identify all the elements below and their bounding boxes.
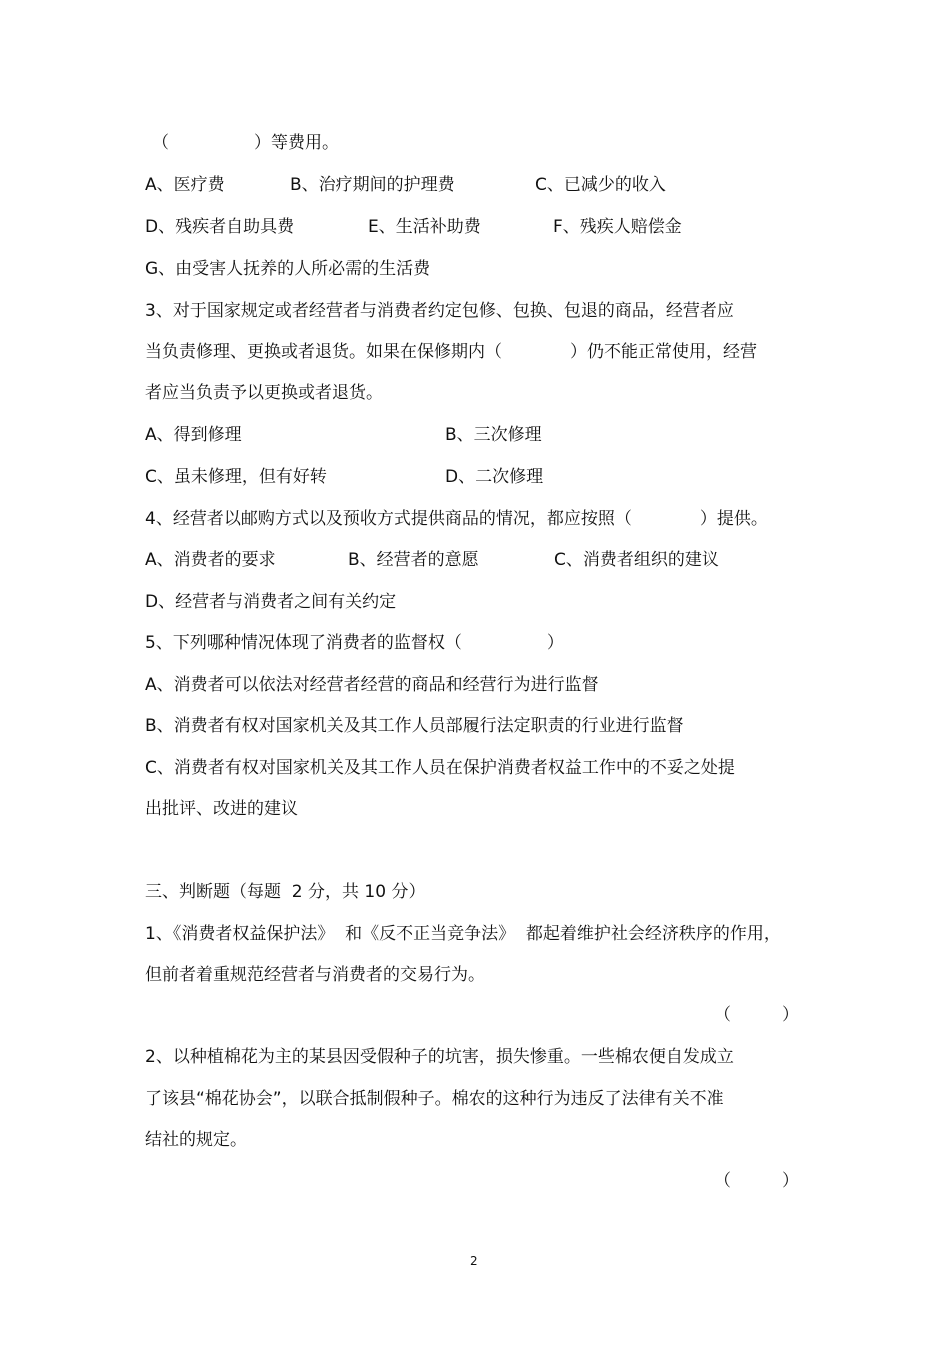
q5-option-c-line1: C、消费者有权对国家机关及其工作人员在保护消费者权益工作中的不妥之处提 — [145, 758, 735, 778]
q2-blank-line: （ ）等费用。 — [152, 133, 339, 153]
q3-option-b: B、三次修理 — [445, 425, 542, 445]
judge2-line1: 2、以种植棉花为主的某县因受假种子的坑害，损失惨重。一些棉农便自发成立 — [145, 1047, 734, 1067]
q2-option-d: D、残疾者自助具费 — [145, 217, 295, 237]
q5-option-c-line2: 出批评、改进的建议 — [145, 799, 298, 819]
judge2-line2: 了该县“棉花协会”，以联合抵制假种子。棉农的这种行为违反了法律有关不准 — [145, 1089, 724, 1109]
q2-option-c: C、已减少的收入 — [535, 175, 666, 195]
q2-option-g: G、由受害人抚养的人所必需的生活费 — [145, 259, 431, 279]
judge1-answer-paren: （ ） — [714, 1005, 799, 1025]
q3-text-line2: 当负责修理、更换或者退货。如果在保修期内（ ）仍不能正常使用，经营 — [145, 342, 757, 362]
q2-option-e: E、生活补助费 — [368, 217, 481, 237]
q4-option-a: A、消费者的要求 — [145, 550, 276, 570]
q4-option-b: B、经营者的意愿 — [348, 550, 479, 570]
judge1-line1: 1、《消费者权益保护法》 和《反不正当竞争法》 都起着维护社会经济秩序的作用， — [145, 924, 781, 944]
section3-heading: 三、判断题（每题 2 分，共 10 分） — [145, 882, 426, 902]
judge2-line3: 结社的规定。 — [145, 1130, 247, 1150]
q3-text-line1: 3、对于国家规定或者经营者与消费者约定包修、包换、包退的商品，经营者应 — [145, 301, 734, 321]
q3-option-a: A、得到修理 — [145, 425, 242, 445]
q2-option-b: B、治疗期间的护理费 — [290, 175, 455, 195]
judge2-answer-paren: （ ） — [714, 1171, 799, 1191]
q3-option-c: C、虽未修理，但有好转 — [145, 467, 327, 487]
q5-option-b: B、消费者有权对国家机关及其工作人员部履行法定职责的行业进行监督 — [145, 716, 684, 736]
judge1-line2: 但前者着重规范经营者与消费者的交易行为。 — [145, 965, 485, 985]
q3-text-line3: 者应当负责予以更换或者退货。 — [145, 383, 383, 403]
q4-option-c: C、消费者组织的建议 — [554, 550, 719, 570]
q4-text-line1: 4、经营者以邮购方式以及预收方式提供商品的情况，都应按照（ ）提供。 — [145, 509, 768, 529]
q3-option-d: D、二次修理 — [445, 467, 544, 487]
q5-option-a: A、消费者可以依法对经营者经营的商品和经营行为进行监督 — [145, 675, 599, 695]
q2-option-f: F、残疾人赔偿金 — [553, 217, 682, 237]
q4-option-d: D、经营者与消费者之间有关约定 — [145, 592, 397, 612]
page-number: 2 — [470, 1254, 478, 1268]
q5-text-line1: 5、下列哪种情况体现了消费者的监督权（ ） — [145, 633, 564, 653]
q2-option-a: A、医疗费 — [145, 175, 225, 195]
